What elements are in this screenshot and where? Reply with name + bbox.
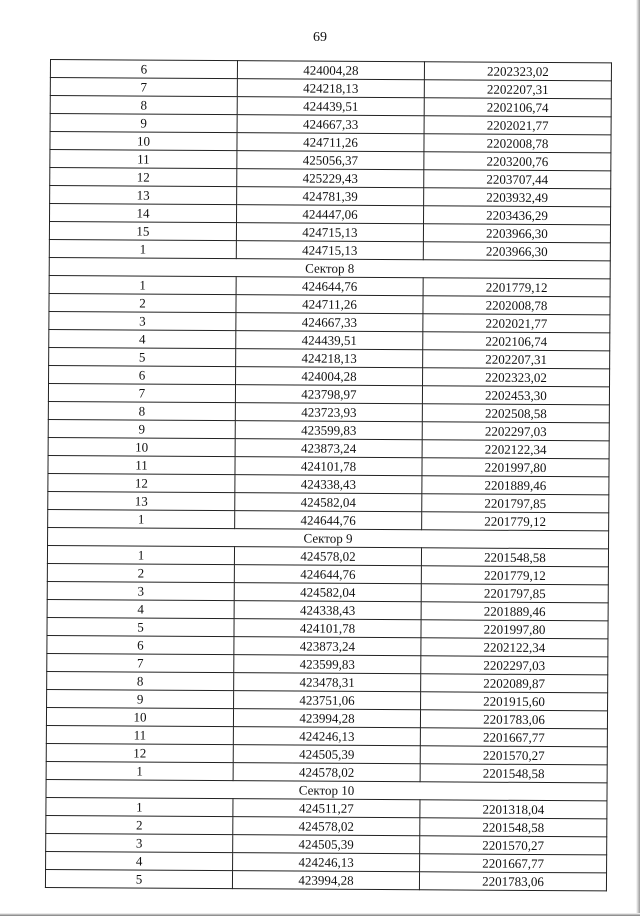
point-number-cell: 6	[49, 365, 236, 384]
y-coordinate-cell: 2202106,74	[423, 332, 610, 351]
sector-title: Сектор 9	[48, 527, 609, 548]
y-coordinate-cell: 2202021,77	[423, 314, 610, 333]
x-coordinate-cell: 424644,76	[234, 565, 421, 584]
point-number-cell: 5	[45, 869, 232, 888]
x-coordinate-cell: 424578,02	[233, 763, 420, 782]
y-coordinate-cell: 2201797,85	[421, 584, 608, 603]
point-number-cell: 4	[47, 599, 234, 618]
x-coordinate-cell: 424715,13	[236, 223, 423, 242]
x-coordinate-cell: 424644,76	[235, 511, 422, 530]
point-number-cell: 1	[46, 761, 233, 780]
y-coordinate-cell: 2201548,58	[420, 764, 607, 783]
table-row	[45, 869, 606, 890]
x-coordinate-cell: 423599,83	[235, 421, 422, 440]
x-coordinate-cell: 423723,93	[235, 403, 422, 422]
x-coordinate-cell: 424644,76	[236, 277, 423, 296]
y-coordinate-cell: 2201570,27	[420, 746, 607, 765]
x-coordinate-cell: 423798,97	[235, 385, 422, 404]
y-coordinate-cell: 2202453,30	[422, 386, 609, 405]
y-coordinate-cell: 2202106,74	[424, 98, 611, 117]
y-coordinate-cell: 2201997,80	[422, 458, 609, 477]
point-number-cell: 8	[47, 671, 234, 690]
point-number-cell: 1	[46, 797, 233, 816]
x-coordinate-cell: 424338,43	[235, 475, 422, 494]
x-coordinate-cell: 424101,78	[234, 619, 421, 638]
x-coordinate-cell: 424338,43	[234, 601, 421, 620]
y-coordinate-cell: 2201889,46	[421, 602, 608, 621]
x-coordinate-cell: 424711,26	[237, 133, 424, 152]
y-coordinate-cell: 2201889,46	[422, 476, 609, 495]
y-coordinate-cell: 2201779,12	[422, 512, 609, 531]
y-coordinate-cell: 2203966,30	[423, 224, 610, 243]
x-coordinate-cell: 424218,13	[237, 79, 424, 98]
y-coordinate-cell: 2201783,06	[420, 710, 607, 729]
x-coordinate-cell: 425056,37	[237, 151, 424, 170]
point-number-cell: 12	[48, 473, 235, 492]
y-coordinate-cell: 2202297,03	[421, 656, 608, 675]
point-number-cell: 10	[46, 707, 233, 726]
point-number-cell: 7	[48, 383, 235, 402]
point-number-cell: 10	[48, 437, 235, 456]
x-coordinate-cell: 424505,39	[233, 835, 420, 854]
point-number-cell: 11	[46, 725, 233, 744]
sector-title: Сектор 10	[46, 779, 607, 800]
y-coordinate-cell: 2201783,06	[419, 872, 606, 891]
x-coordinate-cell: 423994,28	[232, 871, 419, 890]
y-coordinate-cell: 2203966,30	[423, 242, 610, 261]
y-coordinate-cell: 2203707,44	[424, 170, 611, 189]
point-number-cell: 9	[50, 114, 237, 133]
x-coordinate-cell: 424505,39	[233, 745, 420, 764]
point-number-cell: 5	[47, 617, 234, 636]
y-coordinate-cell: 2201667,77	[420, 854, 607, 873]
y-coordinate-cell: 2201570,27	[420, 836, 607, 855]
point-number-cell: 12	[50, 168, 237, 187]
x-coordinate-cell: 424511,27	[233, 799, 420, 818]
y-coordinate-cell: 2202089,87	[421, 674, 608, 693]
point-number-cell: 2	[46, 815, 233, 834]
y-coordinate-cell: 2202323,02	[424, 62, 611, 81]
x-coordinate-cell: 424101,78	[235, 457, 422, 476]
point-number-cell: 2	[47, 563, 234, 582]
x-coordinate-cell: 425229,43	[237, 169, 424, 188]
x-coordinate-cell: 424582,04	[234, 583, 421, 602]
x-coordinate-cell: 424715,13	[236, 241, 423, 260]
sector-title: Сектор 8	[49, 257, 610, 278]
y-coordinate-cell: 2201667,77	[420, 728, 607, 747]
point-number-cell: 1	[49, 275, 236, 294]
y-coordinate-cell: 2203436,29	[424, 206, 611, 225]
x-coordinate-cell: 424578,02	[233, 817, 420, 836]
point-number-cell: 7	[47, 653, 234, 672]
point-number-cell: 8	[48, 401, 235, 420]
x-coordinate-cell: 423751,06	[234, 691, 421, 710]
y-coordinate-cell: 2201318,04	[420, 800, 607, 819]
point-number-cell: 9	[47, 689, 234, 708]
point-number-cell: 1	[49, 239, 236, 258]
page-number: 69	[313, 30, 327, 45]
x-coordinate-cell: 423478,31	[234, 673, 421, 692]
point-number-cell: 3	[46, 833, 233, 852]
point-number-cell: 11	[50, 150, 237, 169]
y-coordinate-cell: 2201779,12	[423, 278, 610, 297]
point-number-cell: 9	[48, 419, 235, 438]
point-number-cell: 13	[48, 491, 235, 510]
coordinates-table-body	[45, 60, 611, 891]
point-number-cell: 10	[50, 132, 237, 151]
y-coordinate-cell: 2201797,85	[422, 494, 609, 513]
y-coordinate-cell: 2203932,49	[424, 188, 611, 207]
y-coordinate-cell: 2202323,02	[423, 368, 610, 387]
point-number-cell: 1	[48, 509, 235, 528]
point-number-cell: 4	[46, 851, 233, 870]
y-coordinate-cell: 2201548,58	[421, 548, 608, 567]
y-coordinate-cell: 2201997,80	[421, 620, 608, 639]
x-coordinate-cell: 424582,04	[235, 493, 422, 512]
point-number-cell: 6	[47, 635, 234, 654]
x-coordinate-cell: 423873,24	[234, 637, 421, 656]
x-coordinate-cell: 423599,83	[234, 655, 421, 674]
point-number-cell: 13	[50, 186, 237, 205]
x-coordinate-cell: 424781,39	[237, 187, 424, 206]
point-number-cell: 3	[49, 311, 236, 330]
x-coordinate-cell: 424439,51	[236, 331, 423, 350]
x-coordinate-cell: 424447,06	[237, 205, 424, 224]
x-coordinate-cell: 424711,26	[236, 295, 423, 314]
y-coordinate-cell: 2201915,60	[421, 692, 608, 711]
x-coordinate-cell: 423873,24	[235, 439, 422, 458]
point-number-cell: 1	[47, 545, 234, 564]
point-number-cell: 2	[49, 293, 236, 312]
point-number-cell: 3	[47, 581, 234, 600]
point-number-cell: 8	[50, 96, 237, 115]
y-coordinate-cell: 2201548,58	[420, 818, 607, 837]
point-number-cell: 4	[49, 329, 236, 348]
x-coordinate-cell: 424667,33	[236, 313, 423, 332]
x-coordinate-cell: 424667,33	[237, 115, 424, 134]
y-coordinate-cell: 2201779,12	[421, 566, 608, 585]
point-number-cell: 14	[50, 204, 237, 223]
scan-edge-right	[636, 0, 640, 916]
y-coordinate-cell: 2202008,78	[424, 134, 611, 153]
point-number-cell: 5	[49, 347, 236, 366]
x-coordinate-cell: 423994,28	[233, 709, 420, 728]
point-number-cell: 6	[50, 60, 237, 79]
x-coordinate-cell: 424246,13	[233, 727, 420, 746]
y-coordinate-cell: 2203200,76	[424, 152, 611, 171]
coordinates-table	[45, 59, 612, 891]
point-number-cell: 7	[50, 78, 237, 97]
y-coordinate-cell: 2202207,31	[423, 350, 610, 369]
y-coordinate-cell: 2202207,31	[424, 80, 611, 99]
y-coordinate-cell: 2202508,58	[422, 404, 609, 423]
y-coordinate-cell: 2202297,03	[422, 422, 609, 441]
y-coordinate-cell: 2202122,34	[421, 638, 608, 657]
point-number-cell: 15	[49, 222, 236, 241]
x-coordinate-cell: 424578,02	[234, 547, 421, 566]
y-coordinate-cell: 2202122,34	[422, 440, 609, 459]
x-coordinate-cell: 424218,13	[236, 349, 423, 368]
y-coordinate-cell: 2202008,78	[423, 296, 610, 315]
x-coordinate-cell: 424004,28	[236, 367, 423, 386]
x-coordinate-cell: 424246,13	[233, 853, 420, 872]
x-coordinate-cell: 424004,28	[237, 61, 424, 80]
x-coordinate-cell: 424439,51	[237, 97, 424, 116]
point-number-cell: 12	[46, 743, 233, 762]
point-number-cell: 11	[48, 455, 235, 474]
y-coordinate-cell: 2202021,77	[424, 116, 611, 135]
